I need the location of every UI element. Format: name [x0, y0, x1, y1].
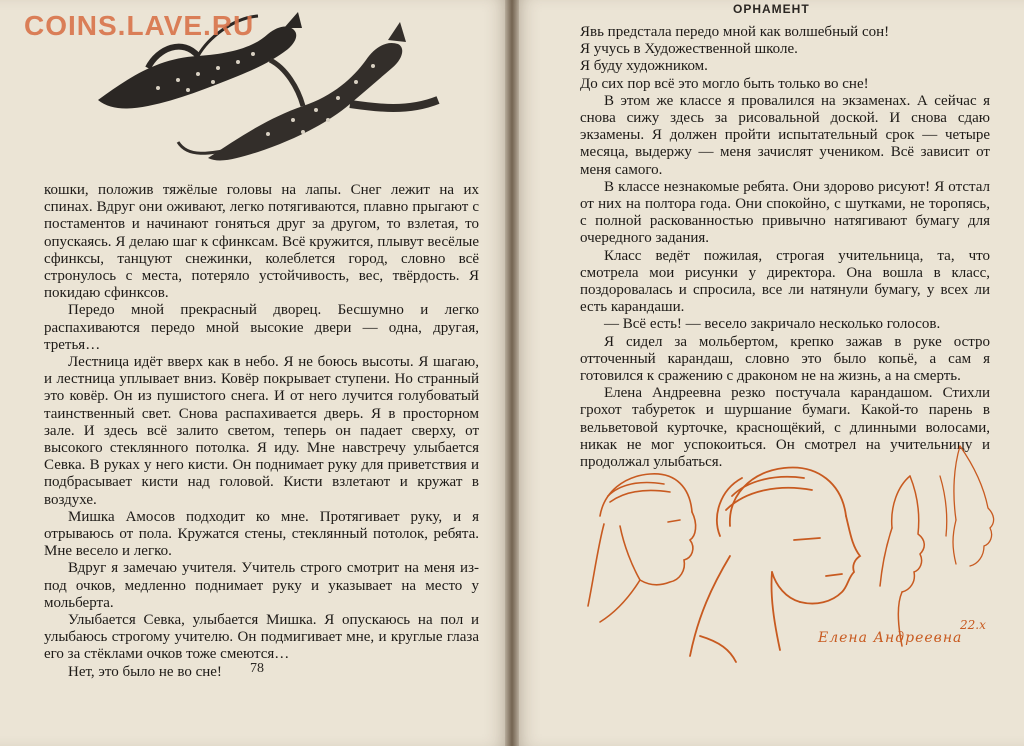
verse-line: До сих пор всё это могло быть только во сне! [580, 75, 869, 92]
paragraph: Елена Андреевна резко постучала карандашом. Стихли грохот табуреток и шуршание бумаги. Какой-то парень в вельветовой курточке, краснощёкий, с длинными волосами, никак не мог успокоиться. Он смотрел на учительницу и продолжал улыбаться. [580, 385, 990, 471]
paragraph: Нет, это было не во сне! [68, 663, 222, 680]
verse-line: Я учусь в Художественной школе. [580, 41, 798, 58]
book-gutter [505, 0, 519, 746]
paragraph: Лестница идёт вверх как в небо. Я не боюсь высоты. Я шагаю, и лестница уплывает вниз. Ковёр покрывает ступени. Но странный это ковёр. Он из пушистого снега. И от него лучится голубоватый таинственный свет. Снова распахивается дверь. Я в просторном зале. И здесь всё залито светом, теперь он падает сверху, от высокого стеклянного потолка. Я иду. Мне навстречу улыбается Севка. В руках у него кисти. Он поднимает руку для приветствия и подбрасывает кисти над головой. Кисти взлетают и кружат в воздухе. [44, 354, 479, 508]
paragraph: В классе незнакомые ребята. Они здорово рисуют! Я отстал от них на полтора года. Они спокойно, с шутками, не торопясь, с полной раскованностью привычно натягивают бумагу для очередного задания. [580, 178, 990, 247]
paragraph: Передо мной прекрасный дворец. Бесшумно и легко распахиваются передо мной высокие двери — одна, другая, третья… [44, 302, 479, 353]
sketch-caption: Елена Андреевна [818, 630, 963, 646]
page-number: 78 [250, 661, 264, 676]
sketch-number: 22.х [960, 618, 986, 632]
right-page-text [580, 24, 990, 471]
site-watermark: COINS.LAVE.RU [24, 10, 255, 41]
left-page-text [44, 182, 479, 681]
paragraph: Я сидел за мольбертом, крепко зажав в руке остро отточенный карандаш, словно это было копьё, а сам я готовился к сражению с драконом не на жизнь, а на смерть. [580, 333, 990, 385]
paragraph: — Всё есть! — весело закричало несколько голосов. [604, 316, 941, 333]
paragraph: В этом же классе я провалился на экзаменах. А сейчас я снова сижу здесь за рисовальной доской. И снова сдаю экзамены. Я должен пройти испытательный срок — четыре месяца, выдержу — меня зачислят учеником. Всё зависит от меня самого. [580, 92, 990, 178]
paragraph: Вдруг я замечаю учителя. Учитель строго смотрит на меня из-под очков, медленно поднимает руку и указывает на место у мольберта. [44, 560, 479, 611]
paragraph: Улыбается Севка, улыбается Мишка. Я опускаюсь на пол и улыбаюсь строгому учителю. Он подмигивает мне, и круглые глаза его за стёклами очков тоже смеются… [44, 612, 479, 663]
running-head: ОРНАМЕНТ [733, 2, 810, 16]
paragraph: кошки, положив тяжёлые головы на лапы. Снег лежит на их спинах. Вдруг они оживают, легко потягиваются, плавно прыгают с постаментов и начинают гоняться друг за другом, то взлетая, то опускаясь. Я делаю шаг к сфинксам. Всё кружится, плывут весёлые сфинксы, танцуют снежинки, колеблется город, словно всё стронулось с места, потеряло устойчивость, вес, твёрдость. Я покидаю сфинксов. [44, 182, 479, 302]
verse-line: Явь предстала передо мной как волшебный сон! [580, 24, 890, 40]
paragraph: Мишка Амосов подходит ко мне. Протягивает руку, и я отрываюсь от пола. Кружатся стены, стеклянный потолок, ребята. Мне весело и легко. [44, 508, 479, 560]
paragraph: Класс ведёт пожилая, строгая учительница, та, что смотрела мои рисунки у директора. Она вошла в класс, поздоровалась и спросила, все ли натянули бумагу, у всех ли есть карандаши. [580, 247, 990, 316]
verse-line: Я буду художником. [580, 58, 708, 75]
